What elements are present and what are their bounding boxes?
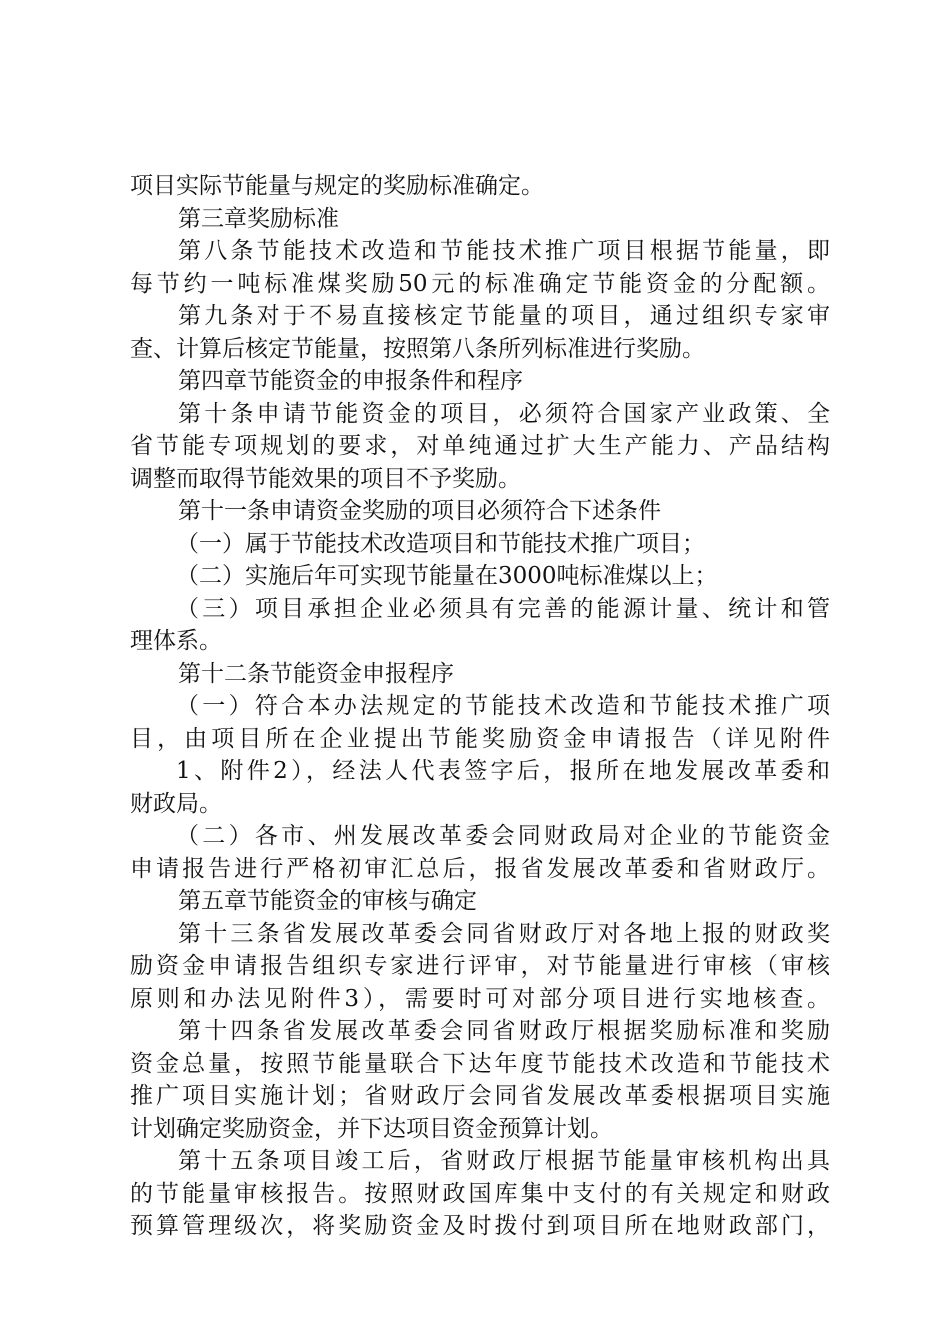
text-line: 目，由项目所在企业提出节能奖励资金申请报告（详见附件 xyxy=(130,725,830,752)
text-line: 预算管理级次，将奖励资金及时拨付到项目所在地财政部门， xyxy=(130,1213,830,1239)
text-line: 第八条节能技术改造和节能技术推广项目根据节能量，即 xyxy=(178,238,830,264)
text-line: 计划确定奖励资金，并下达项目资金预算计划。 xyxy=(130,1115,613,1142)
text-line: 原则和办法见附件3），需要时可对部分项目进行实地核查。 xyxy=(130,985,830,1012)
text-line: （三）项目承担企业必须具有完善的能源计量、统计和管 xyxy=(176,595,830,622)
chapter-heading: 第三章奖励标准 xyxy=(178,205,339,232)
text-line: 第十四条省发展改革委会同省财政厅根据奖励标准和奖励 xyxy=(178,1018,830,1044)
chapter-heading: 第四章节能资金的申报条件和程序 xyxy=(178,368,523,394)
text-line: 每节约一吨标准煤奖励50元的标准确定节能资金的分配额。 xyxy=(130,270,830,297)
text-line: （一）符合本办法规定的节能技术改造和节能技术推广项 xyxy=(176,693,830,719)
document-body xyxy=(130,170,830,1243)
chapter-heading: 第五章节能资金的审核与确定 xyxy=(178,888,477,914)
text-line: 申请报告进行严格初审汇总后，报省发展改革委和省财政厅。 xyxy=(130,855,830,882)
text-line: （一）属于节能技术改造项目和节能技术推广项目； xyxy=(176,530,705,557)
text-line: 的节能量审核报告。按照财政国库集中支付的有关规定和财政 xyxy=(130,1180,830,1207)
text-line: 第十三条省发展改革委会同省财政厅对各地上报的财政奖 xyxy=(178,920,830,947)
text-line: 项目实际节能量与规定的奖励标准确定。 xyxy=(130,173,544,199)
text-line: 1、附件2），经法人代表签字后，报所在地发展改革委和 xyxy=(176,758,830,784)
text-line: 理体系。 xyxy=(130,628,222,654)
text-line: 第九条对于不易直接核定节能量的项目，通过组织专家审 xyxy=(178,303,830,329)
text-line: （二）实施后年可实现节能量在3000吨标准煤以上； xyxy=(176,563,718,589)
text-line: 省节能专项规划的要求，对单纯通过扩大生产能力、产品结构 xyxy=(130,433,830,459)
text-line: 资金总量，按照节能量联合下达年度节能技术改造和节能技术 xyxy=(130,1050,830,1077)
text-line: 励资金申请报告组织专家进行评审，对节能量进行审核（审核 xyxy=(130,953,830,979)
text-line: 第十二条节能资金申报程序 xyxy=(178,660,454,687)
text-line: 第十五条项目竣工后，省财政厅根据节能量审核机构出具 xyxy=(178,1148,830,1174)
text-line: 查、计算后核定节能量，按照第八条所列标准进行奖励。 xyxy=(130,335,705,362)
text-line: （二）各市、州发展改革委会同财政局对企业的节能资金 xyxy=(176,823,830,849)
text-line: 调整而取得节能效果的项目不予奖励。 xyxy=(130,465,521,492)
text-line: 第十一条申请资金奖励的项目必须符合下述条件 xyxy=(178,498,661,524)
text-line: 财政局。 xyxy=(130,790,222,817)
text-line: 第十条申请节能资金的项目，必须符合国家产业政策、全 xyxy=(178,400,830,427)
text-line: 推广项目实施计划；省财政厅会同省发展改革委根据项目实施 xyxy=(130,1083,830,1109)
